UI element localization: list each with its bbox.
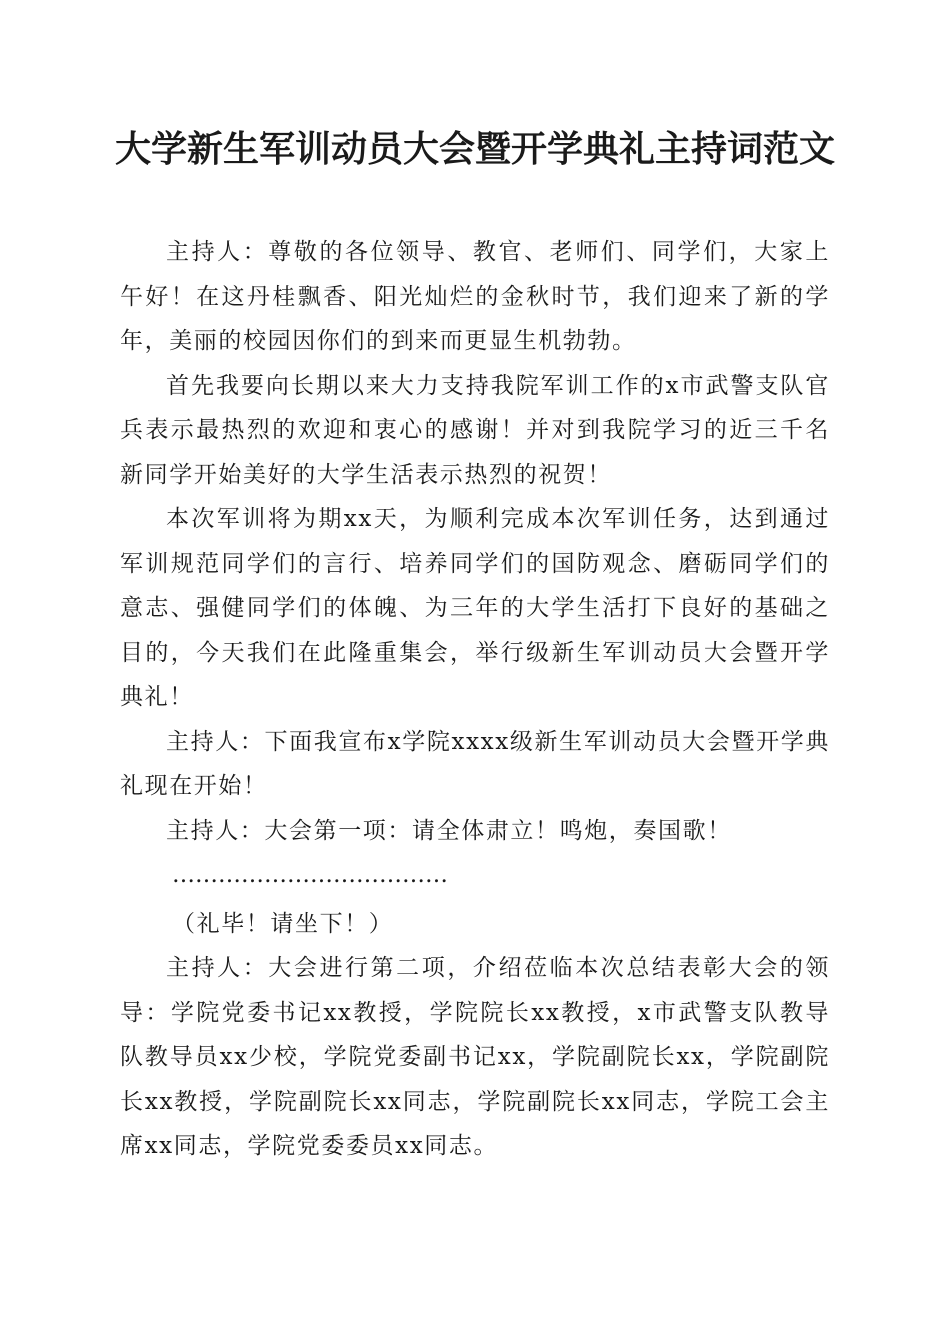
paragraph-thanks: 首先我要向长期以来大力支持我院军训工作的x市武警支队官兵表示最热烈的欢迎和衷心的感谢！并对到我院学习的近三千名新同学开始美好的大学生活表示热烈的祝贺！: [120, 372, 830, 488]
remark-line: （礼毕！请坐下！）: [172, 910, 394, 937]
paragraph-greeting: 主持人：尊敬的各位领导、教官、老师们、同学们，大家上午好！在这丹桂飘香、阳光灿烂的金秋时节，我们迎来了新的学年，美丽的校园因你们的到来而更显生机勃勃。: [120, 239, 830, 354]
paragraph-first-item: 主持人：大会第一项：请全体肃立！鸣炮，奏国歌！: [166, 817, 732, 844]
ellipsis-line: ………………………………: [172, 862, 448, 888]
document-body: [120, 230, 830, 1169]
document-title: 大学新生军训动员大会暨开学典礼主持词范文: [114, 128, 835, 170]
paragraph-introduction: 主持人：大会进行第二项，介绍莅临本次总结表彰大会的领导：学院党委书记xx教授，学院院长xx教授，x市武警支队教导队教导员xx少校，学院党委副书记xx，学院副院长xx，学院副院长xx教授，学院副院长xx同志，学院副院长xx同志，学院工会主席xx同志，学院党委委员xx同志。: [120, 955, 830, 1159]
paragraph-purpose: 本次军训将为期xx天，为顺利完成本次军训任务，达到通过军训规范同学们的言行、培养同学们的国防观念、磨砺同学们的意志、强健同学们的体魄、为三年的大学生活打下良好的基础之目的，今天我们在此隆重集会，举行级新生军训动员大会暨开学典礼！: [120, 506, 830, 710]
paragraph-opening: 主持人：下面我宣布x学院xxxx级新生军训动员大会暨开学典礼现在开始！: [120, 728, 830, 799]
